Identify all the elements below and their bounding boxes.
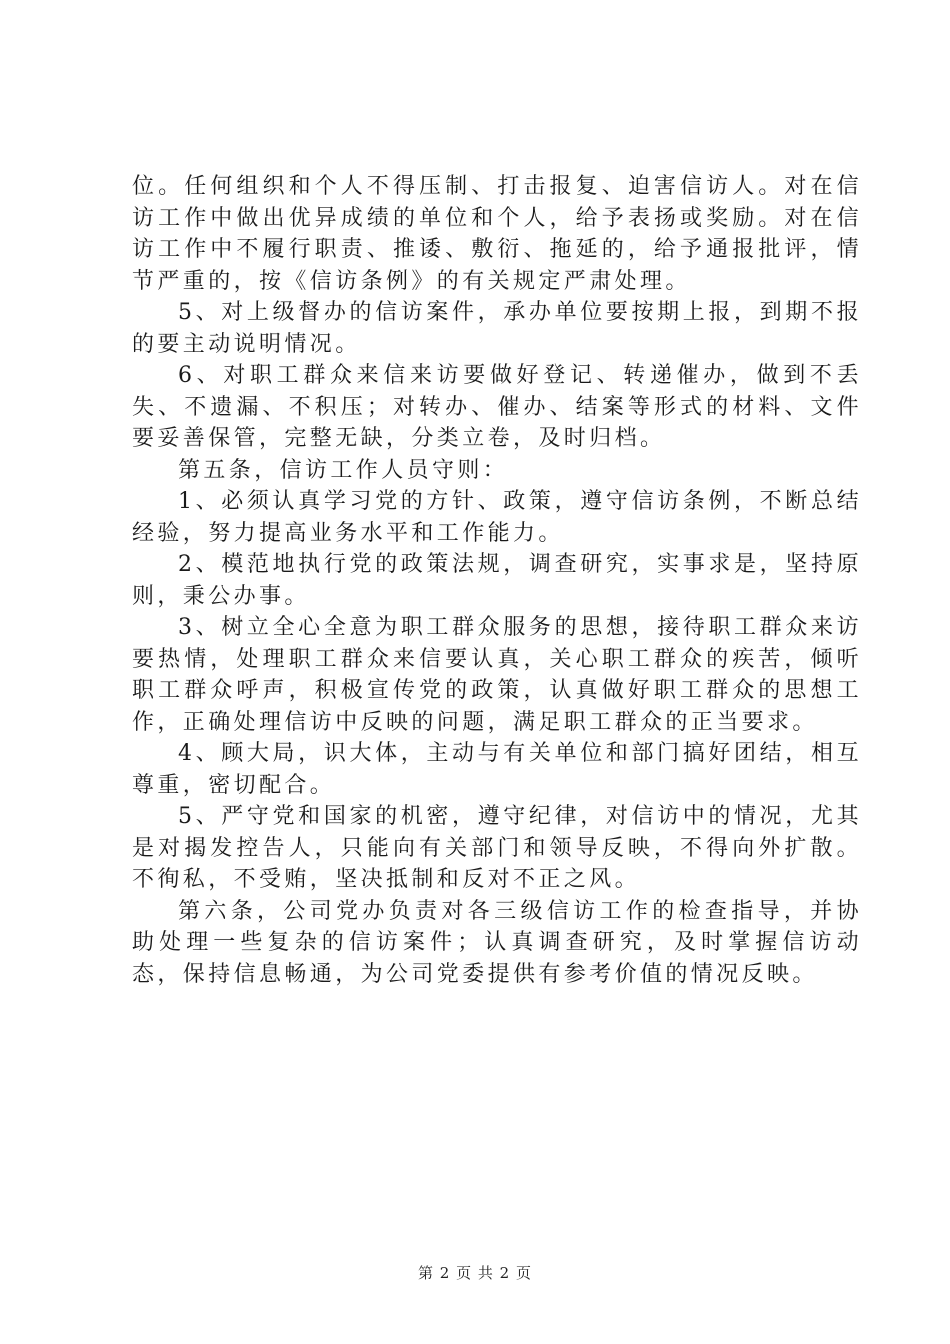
paragraph-item-5-supervised-cases: 5、对上级督办的信访案件，承办单位要按期上报，到期不报的要主动说明情况。 — [132, 300, 862, 357]
article-5-heading: 第五条，信访工作人员守则： — [178, 457, 509, 483]
paragraph-rule-4: 4、顾大局，识大体，主动与有关单位和部门搞好团结，相互尊重，密切配合。 — [132, 741, 862, 798]
page-number-footer: 第 2 页 共 2 页 — [418, 1264, 532, 1282]
paragraph-rule-5: 5、严守党和国家的机密，遵守纪律，对信访中的情况，尤其是对揭发控告人，只能向有关部门和领导反映，不得向外扩散。不徇私，不受贿，坚决抵制和反对不正之风。 — [132, 804, 862, 892]
paragraph-rule-1: 1、必须认真学习党的方针、政策，遵守信访条例，不断总结经验，努力提高业务水平和工作能力。 — [132, 489, 862, 546]
paragraph-rule-3: 3、树立全心全意为职工群众服务的思想，接待职工群众来访要热情，处理职工群众来信要认真，关心职工群众的疾苦，倾听职工群众呼声，积极宣传党的政策，认真做好职工群众的思想工作，正确处理信访中反映的问题，满足职工群众的正当要求。 — [132, 615, 862, 735]
paragraph-item-6-registration: 6、对职工群众来信来访要做好登记、转递催办，做到不丢失、不遗漏、不积压；对转办、催办、结案等形式的材料、文件要妥善保管，完整无缺，分类立卷，及时归档。 — [132, 363, 862, 451]
article-6-paragraph: 第六条，公司党办负责对各三级信访工作的检查指导，并协助处理一些复杂的信访案件；认真调查研究，及时掌握信访动态，保持信息畅通，为公司党委提供有参考价值的情况反映。 — [132, 898, 862, 987]
paragraph-continuation: 位。任何组织和个人不得压制、打击报复、迫害信访人。对在信访工作中做出优异成绩的单位和个人，给予表扬或奖励。对在信访工作中不履行职责、推诿、敷衍、拖延的，给予通报批评，情节严重的，按《信访条例》的有关规定严肃处理。 — [132, 174, 862, 294]
document-body — [132, 171, 862, 990]
paragraph-rule-2: 2、模范地执行党的政策法规，调查研究，实事求是，坚持原则，秉公办事。 — [132, 552, 862, 609]
